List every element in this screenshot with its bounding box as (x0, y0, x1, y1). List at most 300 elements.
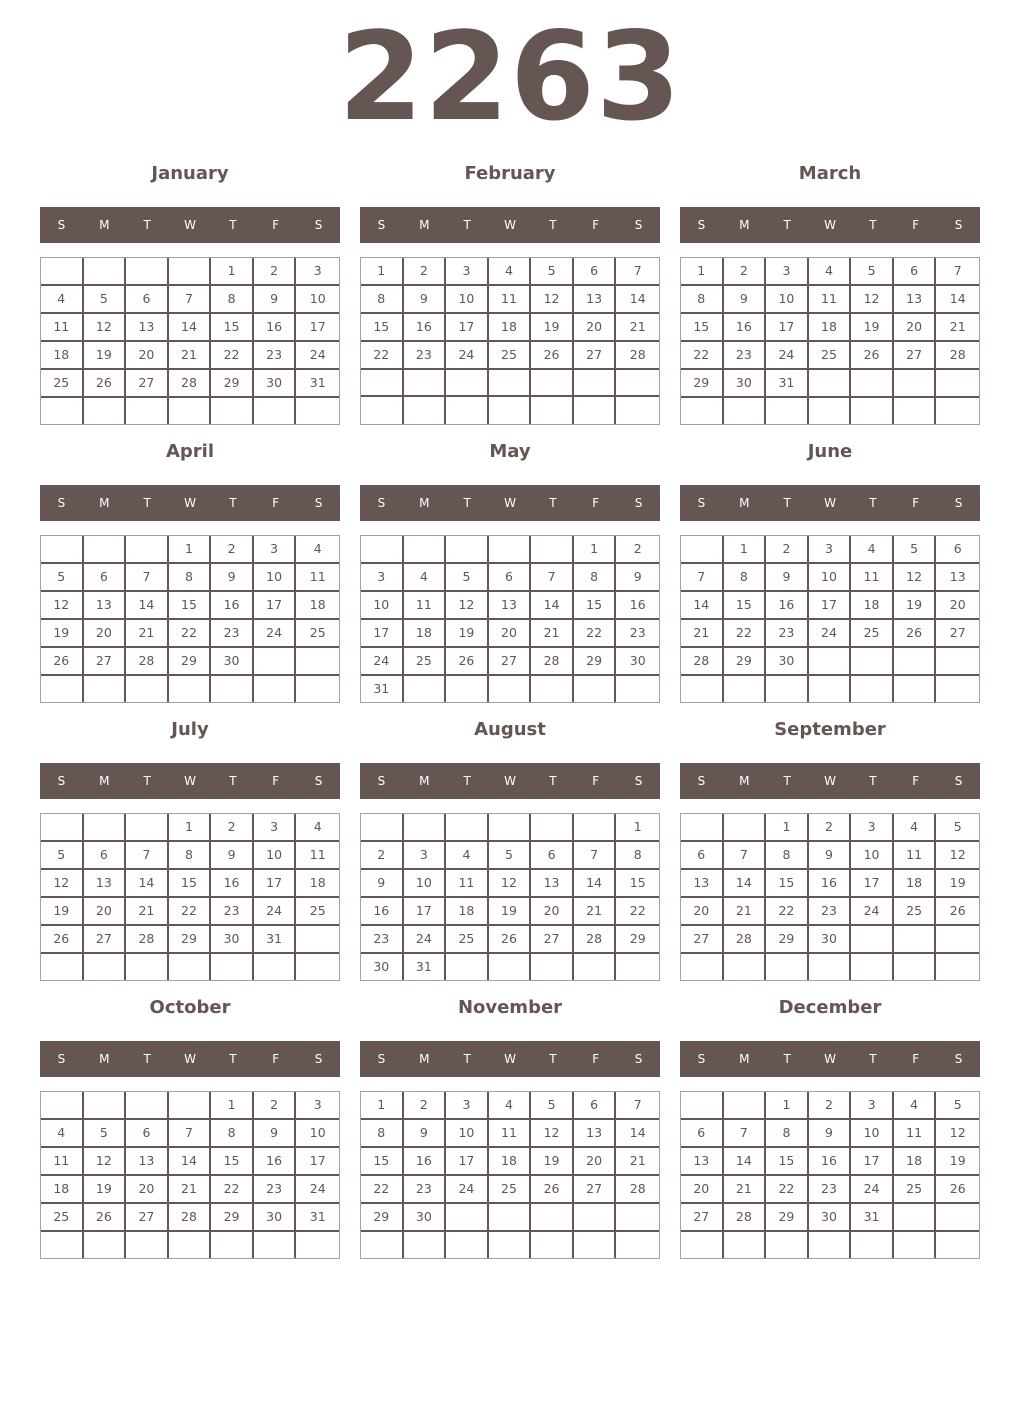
day-cell (851, 676, 894, 702)
day-cell: 15 (361, 314, 404, 342)
day-cell: 20 (574, 314, 617, 342)
day-cell: 27 (894, 342, 937, 370)
day-cell: 27 (681, 926, 724, 954)
day-cell: 4 (41, 286, 84, 314)
day-cell (766, 398, 809, 424)
day-cell: 4 (296, 814, 339, 842)
weekday-label: S (697, 774, 706, 788)
weekday-label: M (99, 218, 110, 232)
month-title: January (151, 163, 229, 184)
weekday-label: M (419, 1052, 430, 1066)
month-title: September (774, 719, 886, 740)
day-cell: 17 (296, 1148, 339, 1176)
day-cell (361, 814, 404, 842)
day-cell (126, 954, 169, 980)
day-cell: 7 (724, 842, 767, 870)
day-cell (809, 1232, 852, 1258)
day-cell: 26 (936, 898, 979, 926)
day-cell: 22 (681, 342, 724, 370)
month-title: April (165, 441, 215, 462)
day-cell: 21 (574, 898, 617, 926)
day-cell (254, 1232, 297, 1258)
day-cell: 11 (404, 592, 447, 620)
day-cell: 9 (404, 286, 447, 314)
day-cell: 20 (936, 592, 979, 620)
day-cell: 19 (936, 1148, 979, 1176)
day-cell (361, 370, 404, 397)
day-cell: 13 (681, 1148, 724, 1176)
day-cell: 23 (616, 620, 659, 648)
day-cell: 6 (574, 258, 617, 286)
day-cell: 12 (531, 286, 574, 314)
day-cell: 24 (296, 1176, 339, 1204)
day-cell: 25 (894, 898, 937, 926)
day-cell (489, 814, 532, 842)
weekday-label: M (99, 1052, 110, 1066)
day-cell (616, 676, 659, 702)
weekday-header-bar (360, 207, 660, 243)
day-cell: 5 (851, 258, 894, 286)
day-cell: 11 (894, 842, 937, 870)
day-cell: 10 (254, 842, 297, 870)
day-cell: 5 (489, 842, 532, 870)
day-cell: 10 (296, 286, 339, 314)
day-cell (41, 1232, 84, 1258)
day-cell: 14 (531, 592, 574, 620)
day-cell: 17 (254, 592, 297, 620)
day-cell: 30 (809, 1204, 852, 1232)
day-cell (936, 676, 979, 702)
day-cell: 18 (894, 870, 937, 898)
day-cell: 6 (531, 842, 574, 870)
day-grid (680, 813, 980, 981)
day-cell (211, 676, 254, 702)
day-cell: 27 (574, 1176, 617, 1204)
day-cell: 30 (809, 926, 852, 954)
day-cell: 25 (41, 1204, 84, 1232)
day-cell: 20 (126, 1176, 169, 1204)
day-cell: 16 (254, 314, 297, 342)
day-cell: 16 (404, 314, 447, 342)
day-cell (681, 398, 724, 424)
day-cell: 28 (724, 1204, 767, 1232)
day-cell: 5 (84, 286, 127, 314)
weekday-label: T (783, 774, 791, 788)
day-cell: 25 (809, 342, 852, 370)
day-cell (211, 398, 254, 424)
day-cell (809, 676, 852, 702)
day-cell: 16 (616, 592, 659, 620)
day-cell: 31 (404, 954, 447, 980)
day-cell (446, 676, 489, 702)
day-cell: 28 (616, 342, 659, 370)
day-cell (254, 648, 297, 676)
weekday-label: F (272, 218, 280, 232)
day-cell (851, 954, 894, 980)
day-cell: 4 (851, 536, 894, 564)
weekday-label: W (824, 496, 836, 510)
day-cell: 20 (894, 314, 937, 342)
day-cell (169, 676, 212, 702)
day-cell (404, 536, 447, 564)
month-title: October (149, 997, 231, 1018)
day-cell (894, 926, 937, 954)
day-cell: 23 (254, 342, 297, 370)
day-cell (851, 926, 894, 954)
day-cell: 22 (724, 620, 767, 648)
weekday-label: S (377, 218, 386, 232)
day-cell (41, 814, 84, 842)
day-cell: 11 (446, 870, 489, 898)
weekday-header-bar (40, 763, 340, 799)
weekday-label: T (463, 774, 471, 788)
day-cell: 31 (766, 370, 809, 398)
day-cell: 22 (574, 620, 617, 648)
day-cell: 25 (404, 648, 447, 676)
day-cell (681, 536, 724, 564)
day-cell: 14 (169, 314, 212, 342)
day-cell: 4 (489, 1092, 532, 1120)
day-cell (84, 536, 127, 564)
day-cell: 2 (211, 814, 254, 842)
day-cell: 22 (361, 342, 404, 370)
day-cell (296, 648, 339, 676)
day-cell: 1 (616, 814, 659, 842)
month-title: August (474, 719, 546, 740)
day-cell: 25 (296, 620, 339, 648)
day-cell: 15 (766, 1148, 809, 1176)
day-cell: 14 (126, 592, 169, 620)
day-cell (531, 1232, 574, 1258)
day-cell (681, 1092, 724, 1120)
day-cell (936, 370, 979, 398)
day-cell: 22 (616, 898, 659, 926)
day-cell: 14 (126, 870, 169, 898)
day-cell: 7 (126, 564, 169, 592)
day-cell: 3 (809, 536, 852, 564)
day-cell: 17 (809, 592, 852, 620)
day-cell: 10 (254, 564, 297, 592)
day-cell (361, 536, 404, 564)
weekday-label: S (314, 774, 323, 788)
day-cell (574, 814, 617, 842)
month-title: November (457, 997, 563, 1018)
day-cell (574, 954, 617, 980)
day-cell: 2 (254, 258, 297, 286)
weekday-label: S (377, 496, 386, 510)
day-cell: 9 (616, 564, 659, 592)
weekday-label: F (272, 1052, 280, 1066)
day-cell: 18 (446, 898, 489, 926)
day-cell (169, 398, 212, 424)
day-cell (681, 676, 724, 702)
day-cell (41, 258, 84, 286)
day-cell: 22 (766, 1176, 809, 1204)
day-cell: 20 (574, 1148, 617, 1176)
day-cell: 8 (681, 286, 724, 314)
day-cell: 9 (809, 1120, 852, 1148)
day-cell: 6 (126, 286, 169, 314)
day-cell (894, 370, 937, 398)
day-cell (446, 1204, 489, 1232)
day-cell: 9 (211, 564, 254, 592)
day-cell: 2 (404, 258, 447, 286)
day-cell: 9 (724, 286, 767, 314)
day-cell: 28 (126, 648, 169, 676)
day-cell (361, 397, 404, 424)
day-cell (724, 676, 767, 702)
day-cell: 21 (681, 620, 724, 648)
weekday-label: W (184, 218, 196, 232)
day-cell (936, 926, 979, 954)
day-cell (894, 1232, 937, 1258)
weekday-label: S (57, 218, 66, 232)
day-cell: 5 (41, 842, 84, 870)
weekday-label: T (463, 1052, 471, 1066)
weekday-label: T (229, 1052, 237, 1066)
day-grid (680, 257, 980, 425)
day-cell: 24 (446, 1176, 489, 1204)
day-cell (254, 676, 297, 702)
day-cell: 19 (84, 1176, 127, 1204)
day-cell (296, 398, 339, 424)
day-cell: 9 (404, 1120, 447, 1148)
day-cell: 26 (446, 648, 489, 676)
day-cell: 22 (211, 1176, 254, 1204)
day-cell: 10 (446, 286, 489, 314)
weekday-label: M (739, 1052, 750, 1066)
day-cell (84, 1232, 127, 1258)
day-cell: 1 (211, 258, 254, 286)
day-cell: 26 (894, 620, 937, 648)
day-cell: 24 (254, 620, 297, 648)
day-cell (724, 954, 767, 980)
day-cell: 24 (766, 342, 809, 370)
day-cell: 3 (446, 258, 489, 286)
day-cell: 19 (446, 620, 489, 648)
day-cell (169, 258, 212, 286)
day-cell: 22 (766, 898, 809, 926)
day-cell: 20 (681, 898, 724, 926)
weekday-label: T (143, 774, 151, 788)
day-cell: 9 (809, 842, 852, 870)
day-cell: 29 (169, 648, 212, 676)
day-cell: 2 (809, 814, 852, 842)
day-cell: 30 (724, 370, 767, 398)
day-cell: 7 (126, 842, 169, 870)
day-cell: 6 (84, 842, 127, 870)
day-cell (41, 1092, 84, 1120)
day-cell (616, 370, 659, 397)
day-cell: 13 (84, 870, 127, 898)
day-cell (126, 676, 169, 702)
day-cell (489, 954, 532, 980)
day-cell (724, 1092, 767, 1120)
day-cell: 5 (936, 814, 979, 842)
day-cell (894, 676, 937, 702)
day-cell: 6 (126, 1120, 169, 1148)
weekday-label: F (592, 774, 600, 788)
day-cell: 27 (681, 1204, 724, 1232)
year-title: 2263 (338, 6, 682, 148)
day-cell (681, 954, 724, 980)
day-cell: 22 (169, 898, 212, 926)
day-cell: 1 (361, 1092, 404, 1120)
day-cell: 19 (531, 314, 574, 342)
day-cell: 18 (809, 314, 852, 342)
day-cell: 7 (681, 564, 724, 592)
weekday-label: T (463, 218, 471, 232)
day-cell: 17 (851, 870, 894, 898)
day-cell: 8 (766, 1120, 809, 1148)
day-cell: 10 (296, 1120, 339, 1148)
weekday-label: M (419, 218, 430, 232)
weekday-label: T (783, 218, 791, 232)
day-cell: 15 (211, 1148, 254, 1176)
day-cell: 12 (894, 564, 937, 592)
day-cell (851, 398, 894, 424)
day-cell (41, 954, 84, 980)
day-cell: 15 (574, 592, 617, 620)
day-cell: 7 (724, 1120, 767, 1148)
weekday-label: M (419, 496, 430, 510)
day-cell: 18 (851, 592, 894, 620)
weekday-label: S (634, 1052, 643, 1066)
day-cell: 5 (84, 1120, 127, 1148)
day-cell: 4 (296, 536, 339, 564)
day-cell: 11 (41, 1148, 84, 1176)
weekday-label: T (869, 774, 877, 788)
day-cell: 10 (851, 1120, 894, 1148)
weekday-label: M (419, 774, 430, 788)
day-cell: 31 (254, 926, 297, 954)
day-cell (126, 536, 169, 564)
day-cell: 3 (851, 814, 894, 842)
day-cell (809, 648, 852, 676)
day-cell (169, 1232, 212, 1258)
day-cell: 27 (936, 620, 979, 648)
day-cell (361, 1232, 404, 1258)
weekday-label: F (592, 1052, 600, 1066)
day-cell: 1 (361, 258, 404, 286)
weekday-label: T (549, 774, 557, 788)
day-cell: 29 (211, 370, 254, 398)
day-cell (254, 954, 297, 980)
day-cell: 24 (361, 648, 404, 676)
day-cell: 11 (296, 842, 339, 870)
weekday-label: S (377, 774, 386, 788)
weekday-label: S (954, 218, 963, 232)
day-cell: 27 (84, 926, 127, 954)
day-cell: 12 (41, 592, 84, 620)
day-cell (616, 1232, 659, 1258)
day-cell: 12 (41, 870, 84, 898)
day-cell: 7 (169, 286, 212, 314)
day-cell: 14 (616, 1120, 659, 1148)
weekday-label: M (739, 774, 750, 788)
day-cell (531, 397, 574, 424)
day-cell: 18 (489, 1148, 532, 1176)
day-cell: 17 (296, 314, 339, 342)
day-cell: 25 (489, 342, 532, 370)
day-cell: 15 (681, 314, 724, 342)
day-cell: 28 (126, 926, 169, 954)
day-cell (936, 648, 979, 676)
weekday-label: T (143, 1052, 151, 1066)
day-cell: 28 (531, 648, 574, 676)
day-cell: 1 (681, 258, 724, 286)
day-cell: 1 (724, 536, 767, 564)
weekday-label: S (697, 496, 706, 510)
day-cell: 8 (169, 564, 212, 592)
day-cell: 23 (766, 620, 809, 648)
day-cell: 3 (254, 536, 297, 564)
day-cell: 1 (169, 814, 212, 842)
day-cell: 31 (361, 676, 404, 702)
day-cell: 8 (574, 564, 617, 592)
day-cell: 26 (84, 370, 127, 398)
day-cell: 18 (296, 870, 339, 898)
day-cell: 21 (126, 620, 169, 648)
day-cell: 26 (84, 1204, 127, 1232)
day-cell: 19 (936, 870, 979, 898)
day-cell: 9 (766, 564, 809, 592)
day-cell: 24 (296, 342, 339, 370)
day-cell: 2 (766, 536, 809, 564)
day-cell: 13 (126, 1148, 169, 1176)
day-cell: 18 (489, 314, 532, 342)
day-cell (489, 1204, 532, 1232)
day-cell: 12 (446, 592, 489, 620)
day-cell (724, 398, 767, 424)
day-cell (574, 397, 617, 424)
day-cell: 19 (84, 342, 127, 370)
day-cell: 2 (361, 842, 404, 870)
day-cell (41, 536, 84, 564)
day-cell: 8 (616, 842, 659, 870)
day-grid (360, 813, 660, 981)
day-cell: 12 (936, 1120, 979, 1148)
weekday-label: W (184, 496, 196, 510)
day-cell: 26 (41, 648, 84, 676)
day-cell: 22 (361, 1176, 404, 1204)
weekday-label: T (869, 218, 877, 232)
day-cell (724, 814, 767, 842)
day-grid (40, 1091, 340, 1259)
day-cell: 7 (616, 258, 659, 286)
day-cell: 23 (211, 898, 254, 926)
day-cell: 6 (489, 564, 532, 592)
weekday-header-bar (680, 485, 980, 521)
day-cell: 4 (809, 258, 852, 286)
weekday-label: W (824, 774, 836, 788)
day-cell: 16 (809, 870, 852, 898)
day-cell (169, 954, 212, 980)
weekday-header-bar (40, 1041, 340, 1077)
day-cell: 16 (404, 1148, 447, 1176)
day-cell: 24 (851, 898, 894, 926)
day-cell: 4 (894, 1092, 937, 1120)
weekday-label: T (463, 496, 471, 510)
weekday-label: W (504, 218, 516, 232)
day-cell (404, 1232, 447, 1258)
day-cell: 17 (851, 1148, 894, 1176)
weekday-header-bar (360, 1041, 660, 1077)
day-cell: 10 (809, 564, 852, 592)
day-cell: 10 (446, 1120, 489, 1148)
day-cell: 23 (211, 620, 254, 648)
weekday-label: S (634, 218, 643, 232)
